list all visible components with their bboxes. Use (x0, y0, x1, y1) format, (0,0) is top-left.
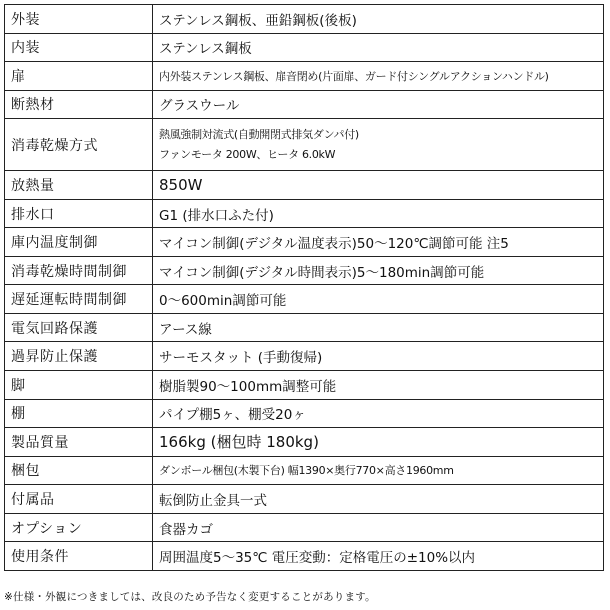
spec-table (4, 4, 604, 571)
spec-value: 熱風強制対流式(自動開閉式排気ダンパ付) (159, 127, 359, 141)
spec-value: ステンレス鋼板 (153, 33, 604, 62)
spec-value: 周囲温度5～35℃ 電圧変動：定格電圧の±10%以内 (153, 542, 604, 571)
spec-value: 内外装ステンレス鋼板、扉音閉め(片面扉、ガード付シングルアクションハンドル) (159, 69, 549, 83)
spec-label: 消毒乾燥方式 (5, 119, 153, 171)
spec-label: 棚 (5, 399, 153, 428)
spec-value: グラスウール (153, 90, 604, 119)
spec-label: 遅延運転時間制御 (5, 285, 153, 314)
spec-row-packaging (5, 456, 604, 485)
spec-label: 梱包 (5, 456, 153, 485)
spec-label: 断熱材 (5, 90, 153, 119)
spec-row-drain (5, 199, 604, 228)
spec-row-insulation (5, 90, 604, 119)
spec-row-shelves (5, 399, 604, 428)
spec-value: ダンボール梱包(木製下台) 幅1390×奥行770×高さ1960mm (159, 464, 454, 478)
footnote: ※仕様・外観につきましては、改良のため予告なく変更することがあります。 (4, 591, 376, 603)
spec-label: 脚 (5, 371, 153, 400)
spec-value: アース線 (153, 313, 604, 342)
spec-row-exterior (5, 5, 604, 34)
spec-value: マイコン制御(デジタル時間表示)5～180min調節可能 (153, 256, 604, 285)
spec-label: 庫内温度制御 (5, 228, 153, 257)
spec-value-secondary: ファンモータ 200W、ヒータ 6.0kW (159, 147, 336, 161)
spec-row-accessories (5, 485, 604, 514)
spec-row-time-control (5, 256, 604, 285)
spec-row-heat-output (5, 171, 604, 200)
spec-row-options (5, 513, 604, 542)
spec-label: 使用条件 (5, 542, 153, 571)
spec-label: 電気回路保護 (5, 313, 153, 342)
spec-row-drying-method (5, 119, 604, 171)
spec-value: G1 (排水口ふた付) (153, 199, 604, 228)
spec-label: 排水口 (5, 199, 153, 228)
spec-value: サーモスタット (手動復帰) (153, 342, 604, 371)
spec-label: 製品質量 (5, 428, 153, 457)
spec-value: 850W (159, 175, 203, 194)
spec-row-weight (5, 428, 604, 457)
spec-label: 付属品 (5, 485, 153, 514)
spec-value: パイプ棚5ヶ、棚受20ヶ (153, 399, 604, 428)
spec-label: 扉 (5, 62, 153, 91)
spec-value: マイコン制御(デジタル温度表示)50～120℃調節可能 注5 (153, 228, 604, 257)
spec-row-temp-control (5, 228, 604, 257)
spec-row-legs (5, 371, 604, 400)
spec-row-circuit-protection (5, 313, 604, 342)
spec-label: 放熱量 (5, 171, 153, 200)
spec-value: 0～600min調節可能 (153, 285, 604, 314)
spec-row-delay-control (5, 285, 604, 314)
spec-value: 転倒防止金具一式 (153, 485, 604, 514)
spec-value: 樹脂製90～100mm調整可能 (153, 371, 604, 400)
spec-row-conditions (5, 542, 604, 571)
spec-value: ステンレス鋼板、亜鉛鋼板(後板) (153, 5, 604, 34)
spec-label: 外装 (5, 5, 153, 34)
spec-value: 食器カゴ (153, 513, 604, 542)
spec-row-overheat-protection (5, 342, 604, 371)
spec-value: 166kg (梱包時 180kg) (159, 433, 319, 452)
spec-label: オプション (5, 513, 153, 542)
spec-label: 内装 (5, 33, 153, 62)
spec-row-interior (5, 33, 604, 62)
spec-label: 消毒乾燥時間制御 (5, 256, 153, 285)
spec-row-door (5, 62, 604, 91)
spec-label: 過昇防止保護 (5, 342, 153, 371)
